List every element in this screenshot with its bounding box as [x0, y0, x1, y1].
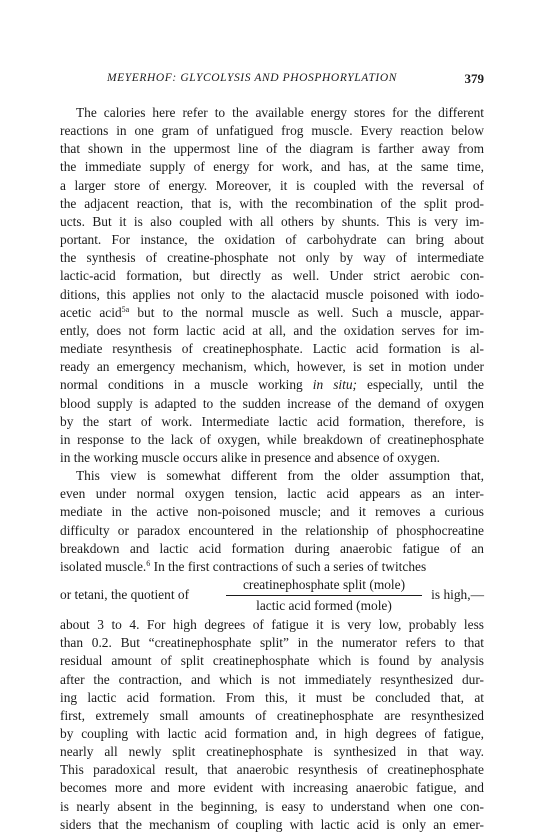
footnote-marker: 5a	[121, 304, 130, 314]
text-fragment: but to the normal muscle as well. Such a muscle, appar-	[129, 304, 484, 320]
text-line: the synthesis of creatine-phosphate not only by way of intermediate	[60, 250, 484, 266]
paragraph-1	[60, 104, 484, 467]
text-line: portant. For instance, the oxidation of carbohydrate can bring about	[60, 232, 484, 248]
text-line: by coupling with lactic acid formation and, in high degrees of fatigue,	[60, 726, 484, 741]
italic-term: in situ;	[312, 377, 358, 393]
text-line: by the start of work. Intermediate lactic acid formation, therefore, is	[60, 413, 484, 429]
text-line: is nearly absent in the beginning, is easy to understand when one con-	[60, 798, 484, 814]
equation-trail-text: is high,—	[431, 587, 484, 603]
text-line: nearly all newly split creatinephosphate is synthesized in that way.	[60, 744, 484, 760]
text-fragment: normal conditions in a muscle working	[60, 377, 313, 393]
text-line: ucts. But it is also coupled with all others by shunts. This is very im-	[60, 213, 484, 229]
page-header	[60, 72, 484, 90]
text-line: difficulty or paradox encountered in the relationship of phosphocreatine	[60, 522, 484, 538]
text-line: the immediate supply of energy for work, and has, at the same time,	[60, 159, 484, 175]
text-line: mediate in the active non-poisoned muscle; and it removes a curious	[60, 504, 484, 520]
text-line: the adjacent reaction, that is, with the recombination of the split prod-	[60, 195, 484, 211]
page-number: 379	[464, 71, 484, 86]
text-line: reactions in one gram of unfatigued frog muscle. Every reaction below	[60, 123, 484, 139]
page	[60, 72, 484, 834]
fraction	[226, 576, 422, 615]
text-line: blood supply is adapted to the sudden increase of the demand of oxygen	[60, 395, 484, 411]
text-line: in response to the lack of oxygen, while breakdown of creatinephosphate	[60, 431, 484, 447]
text-fragment: acetic acid	[60, 304, 122, 320]
text-line: siders that the mechanism of coupling with lactic acid is only an emer-	[60, 816, 484, 832]
text-line: This paradoxical result, that anaerobic resynthesis of creatinephosphate	[60, 762, 484, 778]
fraction-denominator: lactic acid formed (mole)	[256, 598, 392, 614]
text-fragment: In the first contractions of such a series of twitches	[150, 558, 427, 574]
paragraph-3	[60, 616, 484, 834]
text-line: in the working muscle occurs alike in presence and absence of oxygen.	[60, 449, 441, 465]
text-line	[60, 304, 484, 322]
text-line: even under normal oxygen tension, lactic acid appears as an inter-	[60, 486, 484, 502]
text-line: ing lactic acid formation. From this, it must be concluded that, at	[60, 689, 484, 705]
footnote-marker: 6	[146, 558, 151, 568]
text-line: breakdown and lactic acid formation during anaerobic fatigue of an	[60, 540, 484, 556]
text-line: residual amount of split creatinephosphate which is found by analysis	[60, 653, 484, 669]
fraction-numerator: creatinephosphate split (mole)	[226, 576, 422, 596]
text-line: a larger store of energy. Moreover, it is coupled with the reversal of	[60, 177, 484, 193]
text-line: ready an emergency mechanism, which, however, is set in motion under	[60, 359, 484, 375]
text-line: This view is somewhat different from the older assumption that,	[76, 468, 484, 484]
text-line: ditions, this applies not only to the alactacid muscle poisoned with iodo-	[60, 286, 484, 302]
text-line: becomes more and more evident with increasing anaerobic fatigue, and	[60, 780, 484, 796]
text-line: mediate resynthesis of creatinephosphate. Lactic acid formation is al-	[60, 341, 484, 357]
text-line: that shown in the uppermost line of the diagram is farther away from	[60, 141, 484, 157]
running-title: MEYERHOF: GLYCOLYSIS AND PHOSPHORYLATION	[106, 72, 398, 84]
text-fragment: especially, until the	[357, 377, 484, 393]
text-line: lactic-acid formation, but directly as well. Under strict aerobic con-	[60, 268, 484, 284]
text-line	[60, 558, 484, 576]
text-line: first, extremely small amounts of creatinephosphate are resynthesized	[60, 707, 484, 723]
text-line: ently, does not form lactic acid at all, and the oxidation serves for im-	[60, 322, 484, 338]
equation-lead-text: or tetani, the quotient of	[60, 587, 190, 603]
text-line: The calories here refer to the available energy stores for the different	[76, 105, 484, 120]
text-line: about 3 to 4. For high degrees of fatigue it is very low, probably less	[60, 617, 484, 633]
paragraph-2	[60, 467, 484, 576]
quotient-equation	[60, 576, 484, 616]
text-fragment: isolated muscle.	[60, 558, 147, 574]
text-line: than 0.2. But “creatinephosphate split” in the numerator refers to that	[60, 635, 484, 651]
text-line: after the contraction, and which is not immediately resynthesized dur-	[60, 671, 484, 687]
text-line	[60, 376, 484, 394]
